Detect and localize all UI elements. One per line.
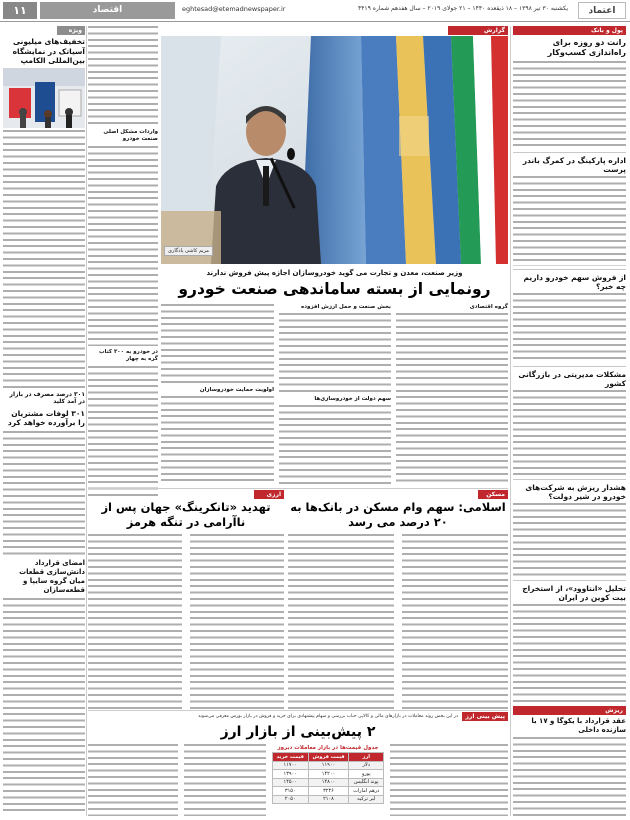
expo-photo (3, 68, 85, 128)
mid-column (88, 26, 158, 486)
brief-headline-6: تحلیل «انتاوود»، از استخراج بیت کوین در ایران (522, 584, 626, 602)
brief-headline-7: عقد قرارداد با یکوگا و ۱۷ با سازنده داخلی (531, 717, 626, 734)
brief-headline-4: مشکلات مدیریتی در بازرگانی کشور (518, 370, 626, 388)
brief-body-4 (513, 390, 626, 476)
main-sub-heading-2: سهم دولت از خودروسازی‌ها (314, 396, 391, 402)
forex-headline: ۲ پیش‌بینی از بازار ارز (220, 724, 376, 740)
left-heading-4: امضای قرارداد دانش‌سازی قطعات میان گروه سایپا و قطعه‌سازان (19, 558, 85, 594)
housing-kicker: مسکن (478, 490, 508, 499)
main-byline: گروه اقتصادی (469, 304, 508, 310)
exhibition-booth-photo (3, 68, 85, 128)
left-headline: تخفیف‌های میلیونی آسیاتک در نمایشگاه بین‌المللی الکامپ (12, 37, 85, 65)
brief-body-6 (513, 604, 626, 702)
column-rule (510, 26, 511, 816)
table-row: لیر ترکیه ۲۱۰۸ ۲۰۵۰ (273, 795, 384, 804)
main-kicker: گزارش (448, 26, 508, 35)
brief-body-2 (513, 176, 626, 266)
left-column (3, 26, 85, 816)
mid-heading-1: واردات مشکل اصلی صنعت خودرو (103, 129, 158, 142)
page-number: ۱۱ (3, 2, 37, 19)
photo-credit: مریم کاشی یادگاری (164, 246, 213, 256)
brief-body-1 (513, 61, 626, 149)
table-row: پوند انگلیس ۱۴۸۰۰ ۱۴۵۰۰ (273, 778, 384, 787)
forex-story (88, 712, 508, 818)
section-bar-reizesh: ریزش (513, 706, 626, 715)
table-row: درهم امارات ۳۲۴۶ ۳۱۵۰ (273, 787, 384, 796)
tanker-story (88, 490, 284, 710)
table-row: دلار ۱۱۹۰۰ ۱۱۷۰۰ (273, 761, 384, 770)
tanker-kicker: ارزی (254, 490, 284, 499)
main-body-col-3 (161, 304, 274, 486)
forex-table-title: جدول قیمت‌ها در بازار معاملات دیروز (277, 745, 379, 751)
forex-deck: در این بخش روند معاملات در بازارهای مالی و کالایی حباب بررسی و سهام پیشنهادی برای خرید و فروش در بازار بورس معرفی می‌شوند (198, 714, 458, 719)
right-column (513, 26, 626, 816)
main-body-col-2 (279, 304, 391, 486)
tanker-headline: تهدید «تانکرینگ» جهان پس از ناآرامی در تنگه هرمز (101, 500, 271, 529)
brief-headline-1: رانت دو روزه برای راه‌اندازی کسب‌وکار (547, 38, 626, 57)
mid-heading-2: در خودرو به ۳۰۰ کتاب گره به چهار (99, 349, 158, 362)
brief-headline-2: اداره پارکینگ در کمرگ باندر پرست (522, 156, 626, 174)
housing-story (288, 490, 508, 710)
left-heading-2: ۳۰۱ درصد مصرف در بازار در آمد کلید (9, 390, 85, 405)
brief-headline-5: هشدار ریزش به شرکت‌های خودرو در شیر دولت؟ (525, 483, 626, 501)
col-header-sell: قیمت فروش (308, 753, 349, 762)
section-bar-money: پول و بانک (513, 26, 626, 35)
column-rule (86, 26, 87, 816)
row-rule (88, 488, 508, 489)
brief-body-7 (513, 737, 626, 816)
table-row: یورو ۱۴۲۰۰ ۱۳۹۰۰ (273, 770, 384, 779)
main-photo (161, 36, 508, 264)
forex-kicker: پیش بینی ارز (462, 712, 508, 721)
brief-body-5 (513, 503, 626, 577)
section-email[interactable]: eghtesad@etemadnewspaper.ir (182, 5, 286, 13)
col-header-currency: ارز (349, 753, 384, 762)
brief-body-3 (513, 293, 626, 363)
minister-speaking-photo (161, 36, 508, 264)
newspaper-logo: اعتماد (578, 2, 626, 19)
left-kicker: ویژه (57, 26, 85, 35)
main-sub-heading-1: بخش صنعت و حمل ارزش افزوده (300, 304, 391, 310)
main-headline: رونمایی از بسته ساماندهی صنعت خودرو (178, 280, 491, 298)
forex-rates-table (272, 752, 384, 804)
forex-rates-table-block (272, 744, 384, 816)
main-sub-heading-3: اولویت حمایت خودروسازان (199, 387, 274, 393)
housing-headline: اسلامی: سهم وام مسکن در بانک‌ها به ۲۰ درصد می رسد (290, 500, 506, 529)
main-body-col-1 (396, 304, 508, 486)
section-title: اقتصاد (40, 2, 175, 19)
col-header-buy: قیمت خرید (273, 753, 309, 762)
main-story (161, 26, 508, 486)
dateline: یکشنبه ۳۰ تیر ۱۳۹۸ – ۱۸ ذیقعده ۱۴۴۰ – ۲۱ جولای ۲۰۱۹ – سال هفدهم شماره ۴۴۱۹ (357, 5, 568, 12)
brief-headline-3: از فروش سهم خودرو داریم چه خبر؟ (523, 273, 626, 291)
left-heading-3: ۳۰۱ لوفات مشتریان را برآورده خواهد کرد (7, 408, 85, 427)
row-rule (88, 710, 508, 711)
main-subtitle: وزیر صنعت، معدن و تجارت می گوید خودروسازان اجازه پیش فروش ندارند (206, 269, 463, 277)
page-header (0, 0, 630, 22)
